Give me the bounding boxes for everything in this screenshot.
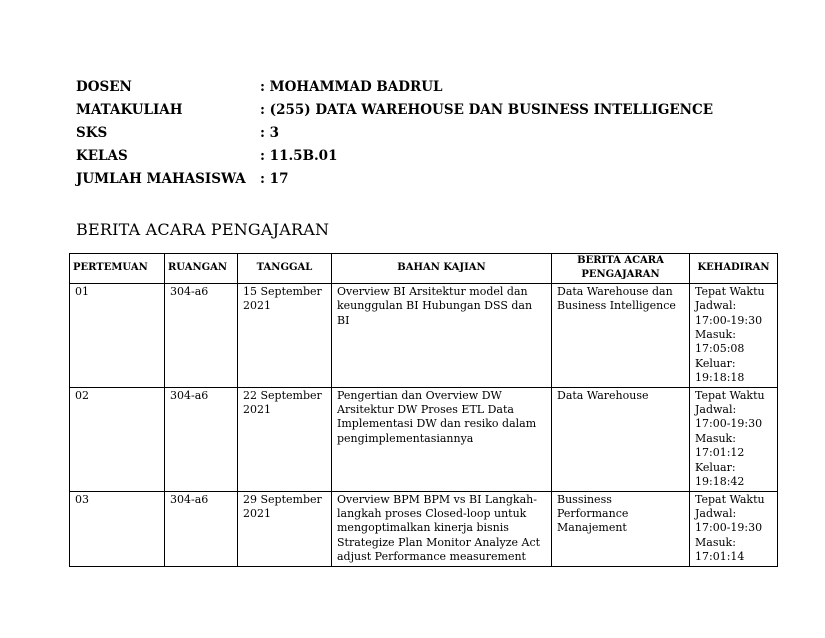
check-in-time: 17:05:08 [695, 342, 745, 356]
info-value: : 3 [260, 125, 280, 141]
cell-pertemuan: 02 [70, 387, 165, 491]
schedule-label: Jadwal: [695, 506, 737, 520]
attendance-status: Tepat Waktu [695, 284, 765, 298]
header-pertemuan: PERTEMUAN [70, 254, 165, 284]
info-value: : (255) DATA WAREHOUSE DAN BUSINESS INTELLIGENCE [260, 102, 714, 118]
check-out-time: 19:18:42 [695, 475, 745, 489]
info-label: KELAS [76, 148, 128, 164]
schedule-time: 17:00-19:30 [695, 417, 763, 431]
cell-tanggal: 29 September 2021 [238, 491, 332, 566]
header-kehadiran: KEHADIRAN [690, 254, 778, 284]
schedule-time: 17:00-19:30 [695, 521, 763, 535]
schedule-label: Jadwal: [695, 299, 737, 313]
table-row [70, 283, 778, 387]
attendance-status: Tepat Waktu [695, 388, 765, 402]
table-row [70, 387, 778, 491]
check-in-label: Masuk: [695, 535, 736, 549]
cell-berita-acara: Data Warehouse [552, 387, 690, 491]
info-value: : 11.5B.01 [260, 148, 338, 164]
cell-kehadiran [690, 283, 778, 387]
attendance-status: Tepat Waktu [695, 492, 765, 506]
info-value: : MOHAMMAD BADRUL [260, 79, 443, 95]
check-out-label: Keluar: [695, 356, 736, 370]
info-label: JUMLAH MAHASISWA [76, 171, 246, 187]
check-in-label: Masuk: [695, 328, 736, 342]
cell-kehadiran [690, 491, 778, 566]
cell-bahan-kajian: Overview BI Arsitektur model dan keunggulan BI Hubungan DSS dan BI [332, 283, 552, 387]
section-title: BERITA ACARA PENGAJARAN [76, 220, 330, 239]
cell-berita-acara: Bussiness Performance Manajement [552, 491, 690, 566]
cell-bahan-kajian: Overview BPM BPM vs BI Langkah-langkah proses Closed-loop untuk mengoptimalkan kinerja bisnis Strategize Plan Monitor Analyze Act adjust Performance measurement [332, 491, 552, 566]
cell-pertemuan: 01 [70, 283, 165, 387]
info-value: : 17 [260, 171, 289, 187]
cell-kehadiran [690, 387, 778, 491]
header-berita-acara [552, 254, 690, 284]
schedule-time: 17:00-19:30 [695, 313, 763, 327]
cell-bahan-kajian: Pengertian dan Overview DW Arsitektur DW Proses ETL Data Implementasi DW dan resiko dalam pengimplementasiannya [332, 387, 552, 491]
header-bahan-kajian: BAHAN KAJIAN [332, 254, 552, 284]
info-label: MATAKULIAH [76, 102, 183, 118]
schedule-label: Jadwal: [695, 403, 737, 417]
check-in-time: 17:01:12 [695, 446, 745, 460]
header-berita-line1: BERITA ACARA [577, 255, 664, 266]
info-label: SKS [76, 125, 108, 141]
check-in-label: Masuk: [695, 431, 736, 445]
cell-tanggal: 22 September 2021 [238, 387, 332, 491]
info-label: DOSEN [76, 79, 132, 95]
cell-ruangan: 304-a6 [165, 387, 238, 491]
cell-tanggal: 15 September 2021 [238, 283, 332, 387]
cell-pertemuan: 03 [70, 491, 165, 566]
header-tanggal: TANGGAL [238, 254, 332, 284]
table-row [70, 491, 778, 566]
cell-ruangan: 304-a6 [165, 283, 238, 387]
header-ruangan: RUANGAN [165, 254, 238, 284]
check-out-time: 19:18:18 [695, 371, 745, 385]
teaching-record-table [69, 253, 778, 567]
header-berita-line2: PENGAJARAN [581, 269, 660, 281]
cell-berita-acara: Data Warehouse dan Business Intelligence [552, 283, 690, 387]
cell-ruangan: 304-a6 [165, 491, 238, 566]
check-out-label: Keluar: [695, 460, 736, 474]
table-header-row [70, 254, 778, 284]
check-in-time: 17:01:14 [695, 550, 745, 564]
